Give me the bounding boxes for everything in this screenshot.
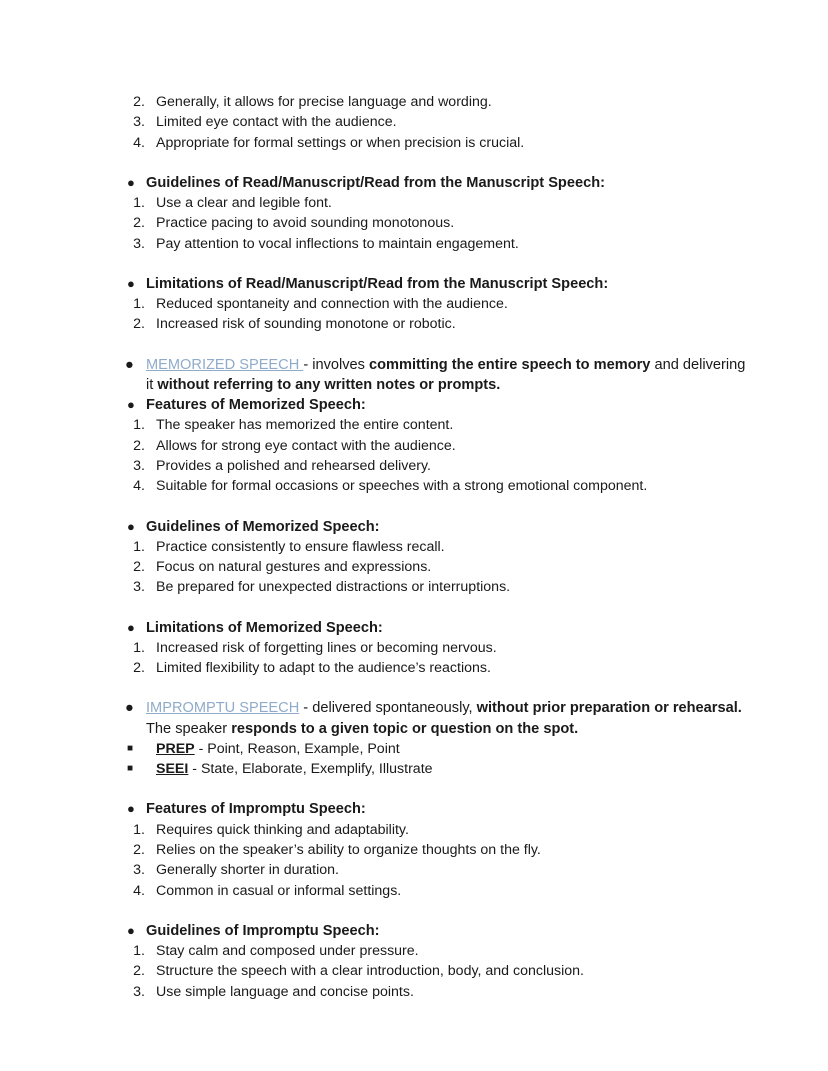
list-item — [106, 982, 746, 1002]
list-marker: 3. — [133, 457, 145, 474]
list-item — [106, 961, 746, 981]
list-item-text: Practice consistently to ensure flawless recall. — [156, 538, 445, 555]
list-item — [106, 537, 746, 557]
list-marker: 3. — [133, 235, 145, 252]
list-item-text: Structure the speech with a clear introduction, body, and conclusion. — [156, 963, 584, 980]
list-features-impromptu — [106, 820, 746, 901]
list-item — [106, 133, 746, 153]
bullet-disc-icon: ● — [127, 275, 135, 291]
list-item — [106, 213, 746, 233]
bullet-square-icon: ■ — [127, 742, 134, 754]
spacer — [106, 153, 746, 173]
list-item-text: Practice pacing to avoid sounding monotonous. — [156, 215, 455, 232]
list-item — [106, 840, 746, 860]
section-heading: Guidelines of Read/Manuscript/Read from the Manuscript Speech: — [146, 174, 605, 191]
section-heading: Guidelines of Memorized Speech: — [146, 518, 380, 535]
bullet-disc-icon: ● — [127, 922, 135, 938]
section-guidelines-impromptu — [106, 921, 746, 941]
section-guidelines-memorized — [106, 517, 746, 537]
list-marker: 4. — [133, 134, 145, 151]
memorized-speech-definition-item — [106, 355, 746, 395]
spacer — [106, 678, 746, 698]
acronym-expansion: - Point, Reason, Example, Point — [194, 740, 400, 757]
bullet-disc-icon: ● — [127, 619, 135, 635]
list-item — [106, 436, 746, 456]
section-heading-item — [106, 173, 746, 193]
list-marker: 2. — [133, 316, 145, 333]
list-marker: 3. — [133, 579, 145, 596]
document-body — [106, 92, 746, 1002]
list-item-text: Reduced spontaneity and connection with the audience. — [156, 296, 508, 313]
list-item — [106, 234, 746, 254]
list-item-text: Limited flexibility to adapt to the audience’s reactions. — [156, 660, 491, 677]
list-item-text: Suitable for formal occasions or speeches with a strong emotional component. — [156, 478, 648, 495]
list-item-text: Use simple language and concise points. — [156, 983, 414, 1000]
list-marker: 1. — [133, 296, 145, 313]
acronym-expansion: - State, Elaborate, Exemplify, Illustrate — [188, 761, 433, 778]
section-heading-item — [106, 921, 746, 941]
impromptu-speech-definition-item — [106, 698, 746, 738]
list-item-text: Generally, it allows for precise language and wording. — [156, 94, 492, 110]
list-marker: 1. — [133, 538, 145, 555]
list-read-manuscript-features-continued — [106, 92, 746, 153]
list-item — [106, 658, 746, 678]
list-marker: 1. — [133, 943, 145, 960]
list-item-text: Provides a polished and rehearsed delivery. — [156, 457, 431, 474]
list-marker: 2. — [133, 559, 145, 576]
section-heading: Limitations of Read/Manuscript/Read from the Manuscript Speech: — [146, 275, 609, 292]
list-item-text: Increased risk of forgetting lines or becoming nervous. — [156, 639, 497, 656]
section-limitations-read-manuscript — [106, 274, 746, 294]
section-heading-item — [106, 395, 746, 415]
section-memorized-speech — [106, 355, 746, 395]
list-item — [106, 476, 746, 496]
definition-text: and delivering it — [146, 356, 746, 393]
list-marker: 1. — [133, 195, 145, 212]
list-marker: 2. — [133, 215, 145, 232]
spacer — [106, 254, 746, 274]
section-heading-item — [106, 274, 746, 294]
list-guidelines-impromptu — [106, 941, 746, 1002]
section-limitations-memorized — [106, 618, 746, 638]
list-item — [106, 577, 746, 597]
list-item — [106, 638, 746, 658]
definition-emphasis: committing the entire speech to memory — [369, 356, 651, 373]
definition-text: - delivered spontaneously, — [299, 700, 477, 717]
list-marker: 2. — [133, 841, 145, 858]
list-marker: 3. — [133, 862, 145, 879]
section-heading: Features of Memorized Speech: — [146, 397, 366, 414]
acronym-term: SEEI — [156, 761, 189, 778]
spacer — [106, 335, 746, 355]
list-impromptu-acronyms — [106, 739, 746, 780]
list-marker: 1. — [133, 417, 145, 434]
section-heading: Limitations of Memorized Speech: — [146, 619, 383, 636]
list-item — [106, 739, 746, 759]
list-limitations-read-manuscript — [106, 294, 746, 335]
definition-emphasis: without prior preparation or rehearsal. — [476, 700, 742, 717]
list-item-text: Limited eye contact with the audience. — [156, 114, 397, 131]
list-item — [106, 294, 746, 314]
section-guidelines-read-manuscript — [106, 173, 746, 193]
list-item — [106, 941, 746, 961]
list-marker: 2. — [133, 437, 145, 454]
list-item — [106, 112, 746, 132]
spacer — [106, 779, 746, 799]
definition-text: - involves — [303, 356, 370, 373]
list-marker: 4. — [133, 478, 145, 495]
acronym-term: PREP — [156, 740, 195, 757]
bullet-disc-icon: ● — [125, 356, 134, 373]
list-item-text: The speaker has memorized the entire content. — [156, 417, 454, 434]
list-marker: 3. — [133, 114, 145, 131]
bullet-disc-icon: ● — [127, 801, 135, 817]
list-item-text: Increased risk of sounding monotone or robotic. — [156, 316, 456, 333]
list-marker: 1. — [133, 639, 145, 656]
list-item-text: Generally shorter in duration. — [156, 862, 339, 879]
list-item-text: Pay attention to vocal inflections to maintain engagement. — [156, 235, 519, 252]
list-guidelines-memorized — [106, 537, 746, 598]
list-item-text: Requires quick thinking and adaptability. — [156, 821, 409, 838]
list-features-memorized — [106, 415, 746, 496]
list-marker: 3. — [133, 983, 145, 1000]
list-item — [106, 759, 746, 779]
list-marker: 2. — [133, 94, 145, 110]
list-item-text: Appropriate for formal settings or when precision is crucial. — [156, 134, 525, 151]
list-item-text: Be prepared for unexpected distractions or interruptions. — [156, 579, 511, 596]
list-item — [106, 92, 746, 112]
list-item-text: Stay calm and composed under pressure. — [156, 943, 419, 960]
list-marker: 1. — [133, 821, 145, 838]
list-marker: 4. — [133, 882, 145, 899]
bullet-disc-icon: ● — [127, 397, 135, 413]
definition-emphasis: without referring to any written notes or prompts. — [157, 376, 501, 393]
list-item — [106, 881, 746, 901]
section-heading: Guidelines of Impromptu Speech: — [146, 922, 380, 939]
definition-emphasis: responds to a given topic or question on the spot. — [231, 720, 579, 737]
section-features-memorized — [106, 395, 746, 415]
list-marker: 2. — [133, 660, 145, 677]
bullet-disc-icon: ● — [127, 518, 135, 534]
list-item-text: Common in casual or informal settings. — [156, 882, 402, 899]
list-item — [106, 415, 746, 435]
spacer — [106, 598, 746, 618]
list-limitations-memorized — [106, 638, 746, 679]
list-item — [106, 860, 746, 880]
spacer — [106, 497, 746, 517]
bullet-square-icon: ■ — [127, 763, 134, 775]
definition-text: The speaker — [146, 720, 232, 737]
spacer — [106, 901, 746, 921]
section-heading-item — [106, 618, 746, 638]
impromptu-speech-link[interactable]: IMPROMPTU SPEECH — [146, 700, 300, 717]
list-item — [106, 557, 746, 577]
list-item — [106, 193, 746, 213]
list-item — [106, 456, 746, 476]
bullet-disc-icon: ● — [127, 174, 135, 190]
section-impromptu-speech — [106, 698, 746, 738]
list-item — [106, 820, 746, 840]
memorized-speech-link[interactable]: MEMORIZED SPEECH — [146, 356, 304, 373]
section-heading-item — [106, 517, 746, 537]
list-item-text: Relies on the speaker’s ability to organize thoughts on the fly. — [156, 841, 541, 858]
section-features-impromptu — [106, 799, 746, 819]
list-item-text: Allows for strong eye contact with the audience. — [156, 437, 456, 454]
list-item-text: Focus on natural gestures and expressions. — [156, 559, 432, 576]
section-heading-item — [106, 799, 746, 819]
list-marker: 2. — [133, 963, 145, 980]
bullet-disc-icon: ● — [125, 700, 134, 717]
list-guidelines-read-manuscript — [106, 193, 746, 254]
section-heading: Features of Impromptu Speech: — [146, 801, 366, 818]
list-item — [106, 314, 746, 334]
list-item-text: Use a clear and legible font. — [156, 195, 332, 212]
